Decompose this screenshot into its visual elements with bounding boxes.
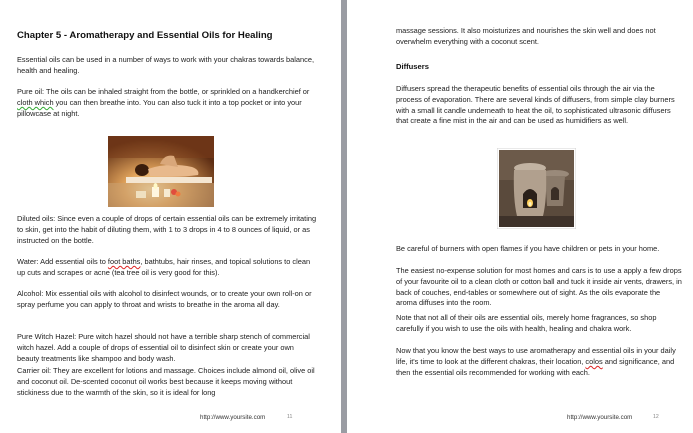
witch-hazel-paragraph: Pure Witch Hazel: Pure witch hazel should not have a terrible sharp stench of commercial witch hazel. Add a couple of drops of essential oil to disinfect skin or create your own beauty treatments like shampoo and body wash.: [17, 332, 310, 363]
diffusers-heading: Diffusers: [396, 62, 429, 71]
conclusion-text-end: and significance, and then the essential oils recommended for working with each.: [396, 356, 675, 377]
pure-oil-paragraph: [17, 87, 315, 119]
pure-oil-text-end: you can then breathe into. You can also tuck it into a top pocket or into your pillowcase at night.: [17, 97, 302, 118]
page-footer-url: http://www.yoursite.com: [200, 414, 266, 421]
conclusion-text-start: Now that you know the best ways to use aromatherapy and essential oils in your daily life, it's time to look at the different chakras, their location,: [396, 346, 676, 366]
conclusion-paragraph: [396, 346, 683, 378]
continuation-paragraph: massage sessions. It also moisturizes and nourishes the skin well and does not overwhelm everything with a coconut scent.: [396, 26, 656, 46]
page-number: 12: [653, 414, 659, 420]
spelling-flagged-word: colos: [585, 356, 603, 366]
chapter-title: Chapter 5 - Aromatherapy and Essential Oils for Healing: [17, 30, 273, 41]
pure-oil-text-start: Pure oil: The oils can be inhaled straight from the bottle, or sprinkled on a handkerchief or: [17, 87, 310, 96]
alcohol-paragraph: Alcohol: Mix essential oils with alcohol to disinfect wounds, or to create your own roll-on or spray perfume you can apply to throat and wrists to breathe in the aroma all day.: [17, 289, 312, 309]
diluted-oils-paragraph: Diluted oils: Since even a couple of drops of certain essential oils can be extremely irritating to skin, get into the habit of diluting them, with 1 to 3 drops in 4 to 8 ounces of liquid, or as instructed on the bottle.: [17, 214, 317, 245]
note-paragraph: Note that not all of their oils are essential oils, merely home fragrances, so shop carefully if you wish to use the oils with health, healing and chakra work.: [396, 313, 657, 333]
page-number: 11: [287, 414, 293, 420]
burner-warning-paragraph: Be careful of burners with open flames if you have children or pets in your home.: [396, 244, 660, 253]
spelling-flagged-word: foot baths: [107, 257, 141, 266]
page-right: [347, 0, 693, 433]
grammar-flagged-word: cloth which: [17, 97, 54, 107]
carrier-oil-paragraph: Carrier oil: They are excellent for lotions and massage. Choices include almond oil, olive oil and coconut oil. De-scented coconut oil works best because it keeps moving without stickiness due to the warmth of the skin, so it is ideal for long: [17, 366, 315, 397]
intro-paragraph: Essential oils can be used in a number of ways to work with your chakras towards balance, health and healing.: [17, 55, 315, 75]
massage-photo: [108, 136, 214, 207]
water-text-end: , bathtubs, hair rinses, and topical solutions to clean up cuts and scrapes or acne (tea tree oil is very good for this).: [17, 257, 311, 277]
water-paragraph: [17, 257, 319, 279]
water-text-start: Water: Add essential oils to: [17, 257, 108, 266]
page-left: [0, 0, 341, 433]
diffuser-photo: [497, 148, 576, 229]
diffusers-paragraph: Diffusers spread the therapeutic benefits of essential oils through the air via the process of evaporation. There are several kinds of diffusers, from simple clay burners with a small lit candle underneath to heat the oil, to sophisticated ultrasonic diffusers that create a fine mist in the air and can be used as humidifiers as well.: [396, 84, 675, 126]
page-footer-url: http://www.yoursite.com: [567, 414, 633, 421]
easiest-solution-paragraph: The easiest no-expense solution for most homes and cars is to use a apply a few drops of your favourite oil to a clean cloth or cotton ball and tuck it inside air vents, drawers, in back of couches, end-tables or somewhere out of sight. As the oils evaporate the aroma diffuses into the room.: [396, 266, 682, 308]
